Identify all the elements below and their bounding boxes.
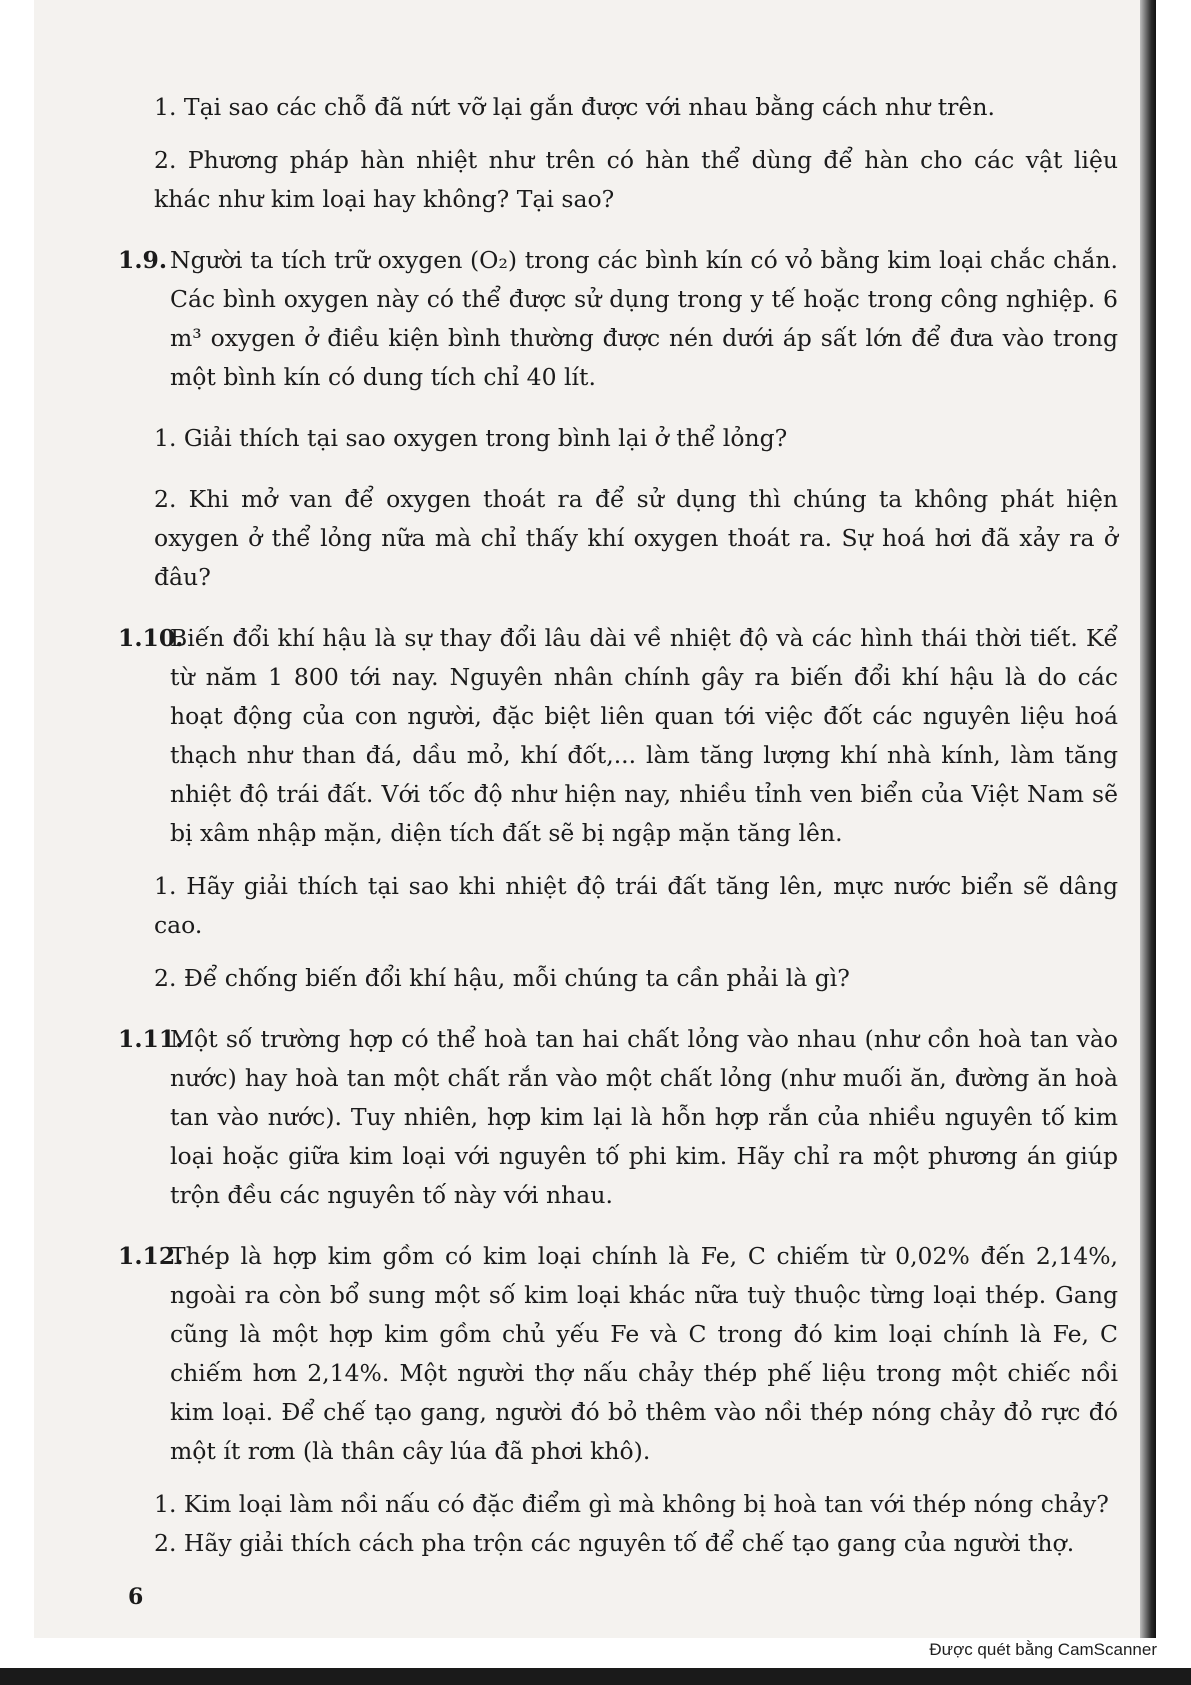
question-1-9: [118, 241, 1118, 397]
question-number: 1.9.: [118, 246, 168, 274]
scanned-page: [34, 0, 1156, 1638]
question-text: Người ta tích trữ oxygen (O₂) trong các bình kín có vỏ bằng kim loại chắc chắn. Các bình oxygen này có thể được sử dụng trong y tế hoặc trong công nghiệp. 6 m³ oxygen ở điều kiện bình thường được nén dưới áp sất lớn để đưa vào trong một bình kín có dung tích chỉ 40 lít.: [170, 246, 1118, 391]
q1-10-item-1: 1. Hãy giải thích tại sao khi nhiệt độ trái đất tăng lên, mực nước biển sẽ dâng cao.: [154, 872, 1118, 939]
q1-12-item-2: 2. Hãy giải thích cách pha trộn các nguyên tố để chế tạo gang của người thợ.: [154, 1529, 1075, 1557]
question-text: Một số trường hợp có thể hoà tan hai chất lỏng vào nhau (như cồn hoà tan vào nước) hay hoà tan một chất rắn vào một chất lỏng (như muối ăn, đường ăn hoà tan vào nước). Tuy nhiên, hợp kim lại là hỗn hợp rắn của nhiều nguyên tố kim loại hoặc giữa kim loại với nguyên tố phi kim. Hãy chỉ ra một phương án giúp trộn đều các nguyên tố này với nhau.: [170, 1025, 1118, 1209]
question-1-12: [118, 1237, 1118, 1471]
book-spine-shadow: [1140, 0, 1156, 1638]
bottom-bar: [0, 1668, 1191, 1685]
page-number: 6: [128, 1584, 144, 1610]
question-text: Thép là hợp kim gồm có kim loại chính là Fe, C chiếm từ 0,02% đến 2,14%, ngoài ra còn bổ sung một số kim loại khác nữa tuỳ thuộc từng loại thép. Gang cũng là một hợp kim gồm chủ yếu Fe và C trong đó kim loại chính là Fe, C chiếm hơn 2,14%. Một người thợ nấu chảy thép phế liệu trong một chiếc nồi kim loại. Để chế tạo gang, người đó bỏ thêm vào nồi thép nóng chảy đỏ rực đó một ít rơm (là thân cây lúa đã phơi khô).: [170, 1242, 1118, 1465]
question-number: 1.12.: [118, 1242, 184, 1270]
q1-10-item-2: 2. Để chống biến đổi khí hậu, mỗi chúng ta cần phải là gì?: [154, 964, 850, 992]
question-number: 1.11.: [118, 1025, 184, 1053]
q1-12-item-1: 1. Kim loại làm nồi nấu có đặc điểm gì mà không bị hoà tan với thép nóng chảy?: [154, 1490, 1109, 1518]
intro-item-1: 1. Tại sao các chỗ đã nứt vỡ lại gắn được với nhau bằng cách như trên.: [154, 93, 995, 121]
q1-9-item-2: 2. Khi mở van để oxygen thoát ra để sử dụng thì chúng ta không phát hiện oxygen ở thể lỏng nữa mà chỉ thấy khí oxygen thoát ra. Sự hoá hơi đã xảy ra ở đâu?: [154, 485, 1118, 591]
page-content: [118, 88, 1118, 1563]
question-1-11: [118, 1020, 1118, 1215]
question-1-10: [118, 619, 1118, 853]
question-number: 1.10.: [118, 624, 184, 652]
intro-item-2: 2. Phương pháp hàn nhiệt như trên có hàn thể dùng để hàn cho các vật liệu khác như kim loại hay không? Tại sao?: [154, 146, 1118, 213]
camscanner-watermark: Được quét bằng CamScanner: [929, 1640, 1157, 1659]
q1-9-item-1: 1. Giải thích tại sao oxygen trong bình lại ở thể lỏng?: [154, 424, 788, 452]
question-text: Biến đổi khí hậu là sự thay đổi lâu dài về nhiệt độ và các hình thái thời tiết. Kể từ năm 1 800 tới nay. Nguyên nhân chính gây ra biến đổi khí hậu là do các hoạt động của con người, đặc biệt liên quan tới việc đốt các nguyên liệu hoá thạch như than đá, dầu mỏ, khí đốt,... làm tăng lượng khí nhà kính, làm tăng nhiệt độ trái đất. Với tốc độ như hiện nay, nhiều tỉnh ven biển của Việt Nam sẽ bị xâm nhập mặn, diện tích đất sẽ bị ngập mặn tăng lên.: [170, 624, 1118, 847]
